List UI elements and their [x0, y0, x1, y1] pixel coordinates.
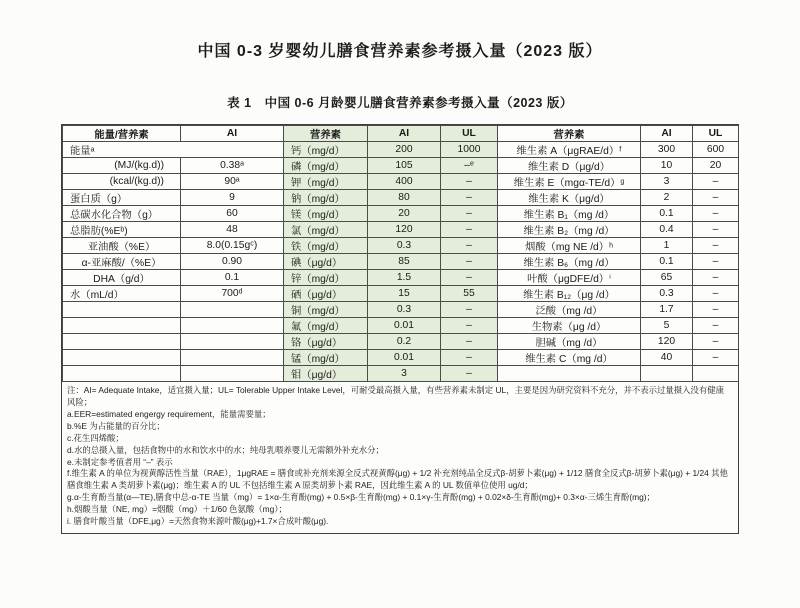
- mineral-ul-value: –: [441, 254, 498, 270]
- table-row: [63, 174, 739, 190]
- vitamin-ul-value: –: [693, 350, 739, 366]
- table-header-row: [63, 126, 739, 142]
- mineral-ul-value: –: [441, 174, 498, 190]
- footnote: d.水的总摄入量，包括食物中的水和饮水中的水；纯母乳喂养婴儿无需额外补充水分；: [67, 444, 384, 455]
- energy-nutrient-label: 总碳水化合物（g）: [63, 206, 181, 222]
- vitamin-ai-value: 0.1: [641, 206, 693, 222]
- vitamin-ai-value: 0.3: [641, 286, 693, 302]
- energy-ai-value: [181, 366, 284, 382]
- energy-ai-value: [181, 318, 284, 334]
- vitamin-label: 胆碱（mg /d）: [498, 334, 641, 350]
- header-vitamin-ul: UL: [693, 126, 739, 142]
- vitamin-ul-value: –: [693, 254, 739, 270]
- energy-nutrient-label: 能量ᵃ: [63, 142, 284, 158]
- vitamin-label: 泛酸（mg /d）: [498, 302, 641, 318]
- vitamin-label: [498, 366, 641, 382]
- energy-ai-value: 0.38ᵃ: [181, 158, 284, 174]
- footnote: h.烟酸当量（NE, mg）=烟酸（mg）＋1/60 色氨酸（mg）；: [67, 504, 287, 515]
- footnote: b.%E 为占能量的百分比；: [67, 420, 165, 431]
- energy-nutrient-label: [63, 318, 181, 334]
- mineral-ul-value: –: [441, 222, 498, 238]
- table-row: [63, 142, 739, 158]
- energy-nutrient-label: 蛋白质（g）: [63, 190, 181, 206]
- vitamin-label: 维生素 E（mgα-TE/d）ᵍ: [498, 174, 641, 190]
- table-row: [63, 190, 739, 206]
- mineral-label: 铁（mg/d）: [284, 238, 368, 254]
- mineral-label: 钼（μg/d）: [284, 366, 368, 382]
- mineral-label: 钾（mg/d）: [284, 174, 368, 190]
- mineral-ai-value: 80: [368, 190, 441, 206]
- mineral-label: 铜（mg/d）: [284, 302, 368, 318]
- mineral-label: 镁（mg/d）: [284, 206, 368, 222]
- energy-ai-value: [181, 334, 284, 350]
- energy-ai-value: 48: [181, 222, 284, 238]
- vitamin-ai-value: 120: [641, 334, 693, 350]
- mineral-label: 氟（mg/d）: [284, 318, 368, 334]
- vitamin-ul-value: –: [693, 206, 739, 222]
- vitamin-ai-value: 3: [641, 174, 693, 190]
- table-row: [63, 286, 739, 302]
- energy-ai-value: 0.1: [181, 270, 284, 286]
- mineral-ai-value: 1.5: [368, 270, 441, 286]
- footnote: c.花生四烯酸；: [67, 432, 124, 443]
- footnote: f.维生素 A 的单位为视黄醇活性当量（RAE），1μgRAE = 膳食或补充剂来源全反式视黄醇(μg) + 1/2 补充剂纯品全反式β-胡萝卜素(μg) + 1/12 膳食全反式β-胡萝卜素(μg) + 1/24 其他膳食维生素 A 类胡萝卜素(μg)；维生素 A 的 UL 不包括维生素 A 原类胡萝卜素 RAE，因此维生素 A 的 UL 数值单位使用 ug/d；: [67, 468, 728, 491]
- page-title: 中国 0-3 岁婴幼儿膳食营养素参考摄入量（2023 版）: [197, 43, 603, 60]
- vitamin-label: 维生素 K（μg/d）: [498, 190, 641, 206]
- mineral-ai-value: 0.2: [368, 334, 441, 350]
- vitamin-ai-value: 65: [641, 270, 693, 286]
- energy-ai-value: 9: [181, 190, 284, 206]
- vitamin-ai-value: 1: [641, 238, 693, 254]
- mineral-label: 钠（mg/d）: [284, 190, 368, 206]
- vitamin-label: 维生素 A（μgRAE/d）ᶠ: [498, 142, 641, 158]
- header-energy-ai: AI: [181, 126, 284, 142]
- vitamin-label: 烟酸（mg NE /d）ʰ: [498, 238, 641, 254]
- mineral-label: 锰（mg/d）: [284, 350, 368, 366]
- header-energy-nutrient: 能量/营养素: [63, 126, 181, 142]
- mineral-label: 碘（μg/d）: [284, 254, 368, 270]
- energy-nutrient-label: [63, 302, 181, 318]
- footnote: g.α-生育酚当量(α—TE),膳食中总-α-TE 当量（mg）= 1×α-生育酚(mg) + 0.5×β-生育酚(mg) + 0.1×γ-生育酚(mg) + 0.02×δ-生育酚(mg)+ 0.3×α-三烯生育酚(mg)；: [67, 492, 655, 503]
- vitamin-ul-value: –: [693, 222, 739, 238]
- table-row: [63, 270, 739, 286]
- table-row: [63, 238, 739, 254]
- mineral-ai-value: 200: [368, 142, 441, 158]
- energy-nutrient-label: [63, 366, 181, 382]
- energy-nutrient-label: [63, 350, 181, 366]
- vitamin-label: 维生素 B₆（mg /d）: [498, 254, 641, 270]
- mineral-ul-value: –: [441, 206, 498, 222]
- vitamin-ul-value: 20: [693, 158, 739, 174]
- vitamin-ai-value: 10: [641, 158, 693, 174]
- mineral-label: 钙（mg/d）: [284, 142, 368, 158]
- vitamin-ai-value: [641, 366, 693, 382]
- energy-nutrient-label: DHA（g/d）: [63, 270, 181, 286]
- vitamin-ul-value: –: [693, 334, 739, 350]
- table-row: [63, 254, 739, 270]
- vitamin-ai-value: 2: [641, 190, 693, 206]
- energy-ai-value: 0.90: [181, 254, 284, 270]
- vitamin-ai-value: 0.1: [641, 254, 693, 270]
- footnotes-block: [62, 382, 738, 533]
- header-mineral-ul: UL: [441, 126, 498, 142]
- mineral-label: 硒（μg/d）: [284, 286, 368, 302]
- vitamin-ai-value: 0.4: [641, 222, 693, 238]
- mineral-ai-value: 3: [368, 366, 441, 382]
- vitamin-ul-value: –: [693, 302, 739, 318]
- table-row: [63, 366, 739, 382]
- mineral-label: 氯（mg/d）: [284, 222, 368, 238]
- vitamin-ul-value: –: [693, 318, 739, 334]
- vitamin-label: 维生素 B₁（mg /d）: [498, 206, 641, 222]
- vitamin-ul-value: [693, 366, 739, 382]
- mineral-ul-value: 55: [441, 286, 498, 302]
- energy-nutrient-label: 水（mL/d）: [63, 286, 181, 302]
- vitamin-label: 生物素（μg /d）: [498, 318, 641, 334]
- vitamin-label: 维生素 D（μg/d）: [498, 158, 641, 174]
- mineral-label: 锌（mg/d）: [284, 270, 368, 286]
- mineral-ai-value: 0.3: [368, 302, 441, 318]
- energy-ai-value: [181, 350, 284, 366]
- footnote: e.未制定参考值者用 “–” 表示: [67, 456, 173, 467]
- vitamin-ai-value: 300: [641, 142, 693, 158]
- mineral-ai-value: 0.3: [368, 238, 441, 254]
- table-row: [63, 302, 739, 318]
- nutrient-table: [62, 125, 739, 382]
- vitamin-ul-value: –: [693, 238, 739, 254]
- energy-nutrient-label: 亚油酸（%E）: [63, 238, 181, 254]
- table-row: [63, 350, 739, 366]
- table-row: [63, 318, 739, 334]
- energy-nutrient-label: α-亚麻酸/（%E）: [63, 254, 181, 270]
- table-row: [63, 206, 739, 222]
- vitamin-ul-value: –: [693, 190, 739, 206]
- table-row: [63, 158, 739, 174]
- vitamin-label: 维生素 B₁₂（μg /d）: [498, 286, 641, 302]
- footnote: 注：AI= Adequate Intake，适宜摄入量；UL= Tolerable Upper Intake Level，可耐受最高摄入量，有些营养素未制定 UL，主要是因为研究资料不充分，并不表示过量摄入没有健康风险；: [67, 385, 724, 407]
- energy-nutrient-label: (kcal/(kg.d)): [63, 174, 181, 190]
- vitamin-ul-value: 600: [693, 142, 739, 158]
- mineral-ul-value: –: [441, 238, 498, 254]
- energy-nutrient-label: (MJ/(kg.d)): [63, 158, 181, 174]
- mineral-ai-value: 85: [368, 254, 441, 270]
- mineral-label: 磷（mg/d）: [284, 158, 368, 174]
- mineral-ul-value: –: [441, 366, 498, 382]
- mineral-ul-value: –: [441, 350, 498, 366]
- mineral-ai-value: 0.01: [368, 318, 441, 334]
- mineral-ai-value: 105: [368, 158, 441, 174]
- footnote: a.EER=estimated engergy requirement，能量需要量；: [67, 408, 271, 419]
- header-vitamin-ai: AI: [641, 126, 693, 142]
- vitamin-ai-value: 40: [641, 350, 693, 366]
- mineral-ai-value: 120: [368, 222, 441, 238]
- header-vitamin-nutrient: 营养素: [498, 126, 641, 142]
- mineral-ai-value: 400: [368, 174, 441, 190]
- mineral-ai-value: 0.01: [368, 350, 441, 366]
- energy-ai-value: 90ᵃ: [181, 174, 284, 190]
- mineral-ul-value: –: [441, 318, 498, 334]
- vitamin-label: 维生素 C（mg /d）: [498, 350, 641, 366]
- table-caption: 表 1 中国 0-6 月龄婴儿膳食营养素参考摄入量（2023 版）: [227, 96, 573, 110]
- nutrient-table-box: [61, 124, 739, 534]
- mineral-ul-value: –: [441, 302, 498, 318]
- vitamin-label: 维生素 B₂（mg /d）: [498, 222, 641, 238]
- mineral-ul-value: 1000: [441, 142, 498, 158]
- energy-ai-value: 700ᵈ: [181, 286, 284, 302]
- footnote: i. 膳食叶酸当量（DFE,μg）=天然食物来源叶酸(μg)+1.7×合成叶酸(μg).: [67, 516, 329, 527]
- header-mineral-nutrient: 营养素: [284, 126, 368, 142]
- energy-nutrient-label: 总脂肪(%Eᵇ): [63, 222, 181, 238]
- mineral-ul-value: –ᵉ: [441, 158, 498, 174]
- mineral-ul-value: –: [441, 270, 498, 286]
- header-mineral-ai: AI: [368, 126, 441, 142]
- mineral-ul-value: –: [441, 190, 498, 206]
- energy-ai-value: [181, 302, 284, 318]
- mineral-ai-value: 15: [368, 286, 441, 302]
- table-row: [63, 222, 739, 238]
- vitamin-ai-value: 1.7: [641, 302, 693, 318]
- energy-ai-value: 8.0(0.15gᶜ): [181, 238, 284, 254]
- mineral-ul-value: –: [441, 334, 498, 350]
- vitamin-ul-value: –: [693, 270, 739, 286]
- mineral-ai-value: 20: [368, 206, 441, 222]
- energy-nutrient-label: [63, 334, 181, 350]
- vitamin-label: 叶酸（μgDFE/d）ⁱ: [498, 270, 641, 286]
- vitamin-ul-value: –: [693, 174, 739, 190]
- table-row: [63, 334, 739, 350]
- vitamin-ul-value: –: [693, 286, 739, 302]
- mineral-label: 铬（μg/d）: [284, 334, 368, 350]
- energy-ai-value: 60: [181, 206, 284, 222]
- vitamin-ai-value: 5: [641, 318, 693, 334]
